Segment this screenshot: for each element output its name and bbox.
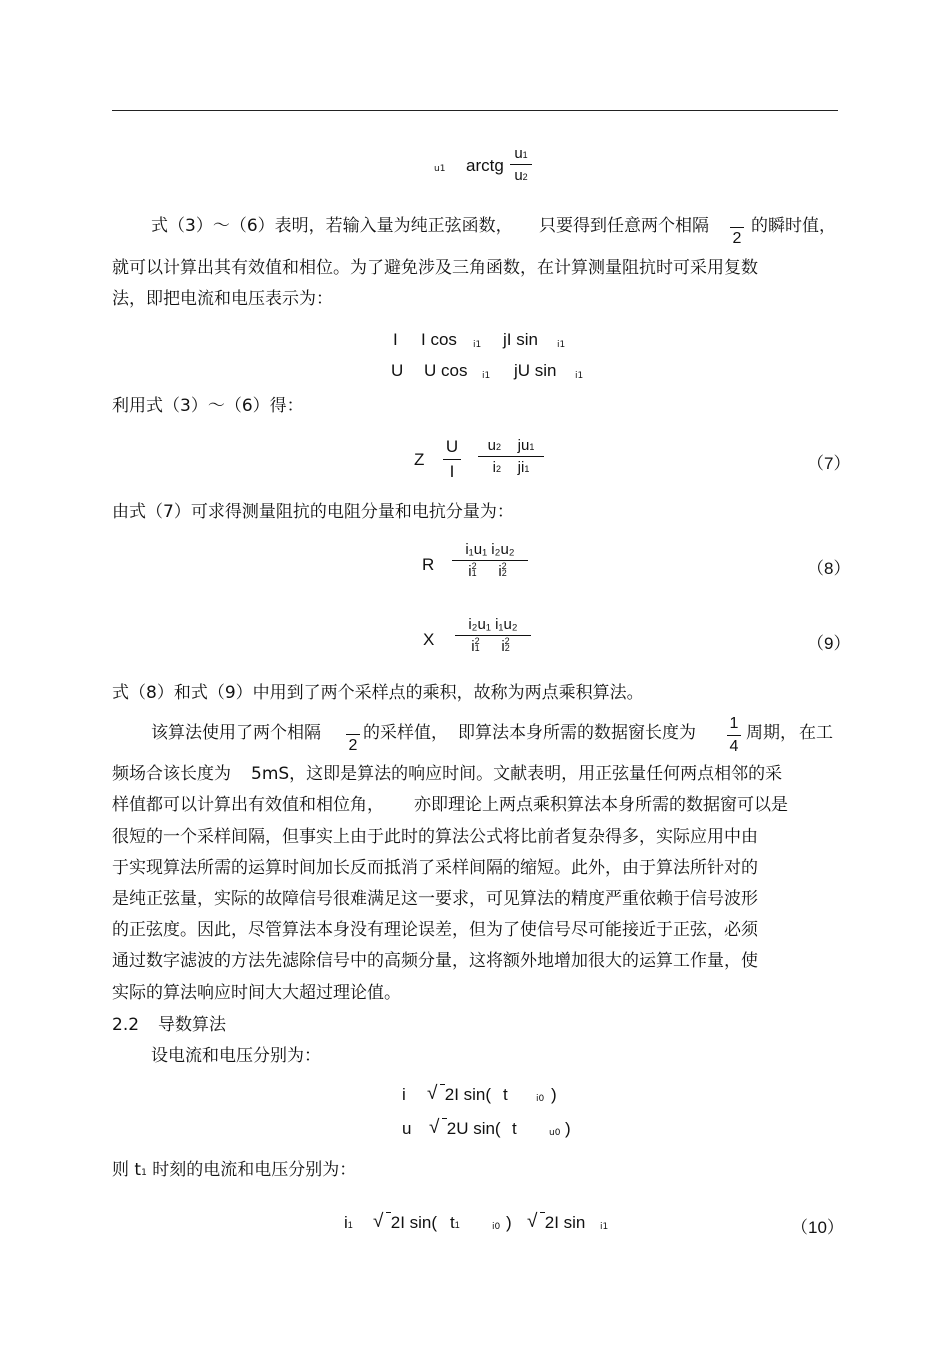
equation-10-label: （10） bbox=[791, 1218, 844, 1237]
paragraph-4: 式（8）和式（9）中用到了两个采样点的乘积，故称为两点乘积算法。 bbox=[112, 683, 644, 703]
half-period-fraction: 2 bbox=[730, 216, 744, 248]
equation-7-label: （7） bbox=[807, 454, 851, 473]
paragraph-2: 利用式（3）～（6）得： bbox=[112, 396, 304, 416]
half-period-fraction-2: 2 bbox=[346, 723, 360, 755]
arctg-label: arctg bbox=[466, 156, 504, 175]
section-title: 导数算法 bbox=[158, 1015, 226, 1035]
quarter-period-fraction: 1 4 bbox=[727, 715, 741, 756]
phase-symbol: u1 bbox=[434, 164, 446, 174]
header-rule bbox=[112, 110, 838, 111]
equation-9-label: （9） bbox=[807, 634, 851, 653]
equation-8-label: （8） bbox=[807, 559, 851, 578]
paragraph-6: 设电流和电压分别为： bbox=[151, 1046, 321, 1066]
phase-fraction: u1 u2 bbox=[510, 145, 532, 184]
paragraph-3: 由式（7）可求得测量阻抗的电阻分量和电抗分量为： bbox=[112, 502, 514, 522]
section-number: 2.2 bbox=[112, 1015, 140, 1035]
